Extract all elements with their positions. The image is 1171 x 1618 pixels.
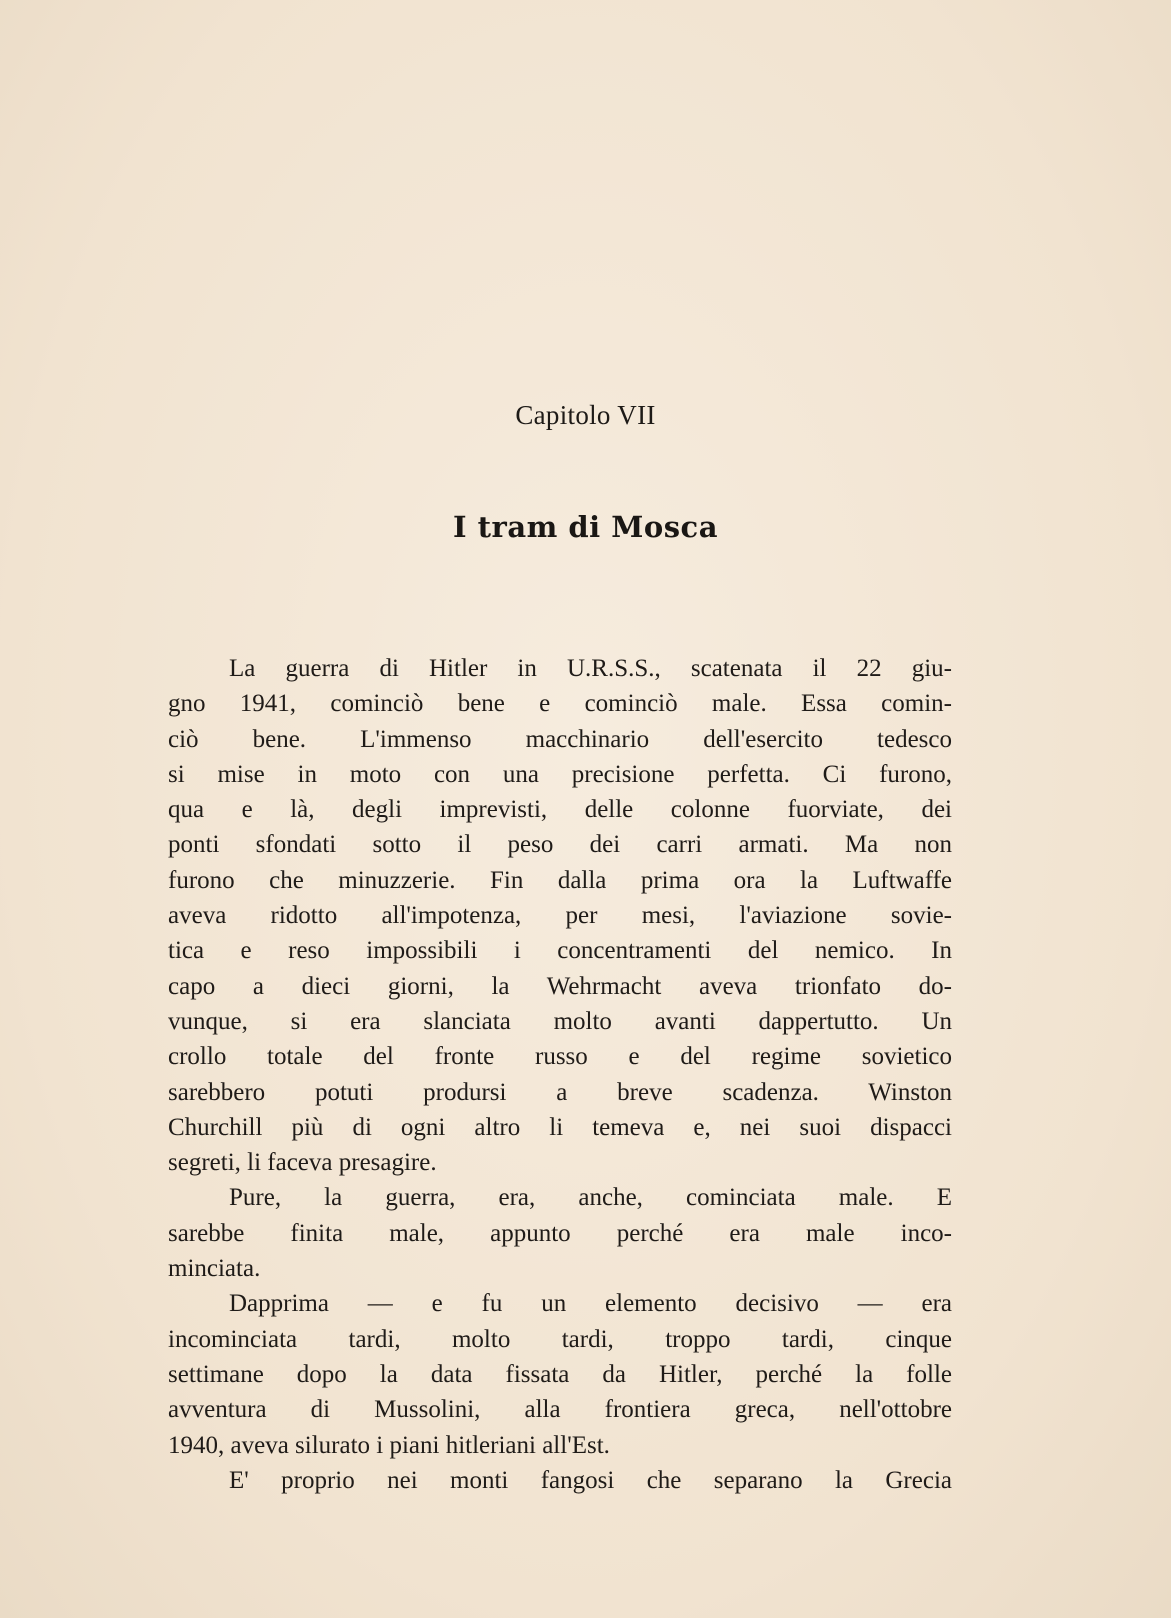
text-line: vunque, si era slanciata molto avanti dappertutto. Un [168,1007,952,1035]
text-line: si mise in moto con una precisione perfetta. Ci furono, [168,760,952,788]
text-line: settimane dopo la data fissata da Hitler, perché la folle [168,1360,952,1388]
text-line: ponti sfondati sotto il peso dei carri armati. Ma non [168,831,952,859]
text-line: furono che minuzzerie. Fin dalla prima ora la Luftwaffe [168,866,952,894]
text-line: Pure, la guerra, era, anche, cominciata male. E [229,1184,952,1212]
text-line: gno 1941, cominciò bene e cominciò male. Essa comin- [168,690,952,718]
text-line: Dapprima — e fu un elemento decisivo — era [229,1290,952,1318]
text-line: Churchill più di ogni altro li temeva e, nei suoi dispacci [168,1113,952,1141]
body-text [168,651,952,1498]
text-line: incominciata tardi, molto tardi, troppo tardi, cinque [168,1325,952,1353]
text-line: sarebbe finita male, appunto perché era male inco- [168,1219,952,1247]
text-line: aveva ridotto all'impotenza, per mesi, l'aviazione sovie- [168,902,952,930]
text-line: minciata. [168,1255,261,1283]
text-line: sarebbero potuti prodursi a breve scadenza. Winston [168,1078,952,1106]
text-line: tica e reso impossibili i concentramenti del nemico. In [168,937,952,965]
text-line: ciò bene. L'immenso macchinario dell'esercito tedesco [168,725,952,753]
text-line: segreti, li faceva presagire. [168,1149,437,1177]
chapter-label: Capitolo VII [515,400,656,430]
text-line: E' proprio nei monti fangosi che separano la Grecia [229,1466,952,1494]
text-line: crollo totale del fronte russo e del regime sovietico [168,1043,952,1071]
text-line: capo a dieci giorni, la Wehrmacht aveva trionfato do- [168,972,952,1000]
text-line: avventura di Mussolini, alla frontiera greca, nell'ottobre [168,1396,952,1424]
chapter-title: I tram di Mosca [452,510,719,544]
text-line: qua e là, degli imprevisti, delle colonne fuorviate, dei [168,796,952,824]
text-line: La guerra di Hitler in U.R.S.S., scatenata il 22 giu- [229,655,952,682]
text-line: 1940, aveva silurato i piani hitleriani all'Est. [168,1431,610,1459]
